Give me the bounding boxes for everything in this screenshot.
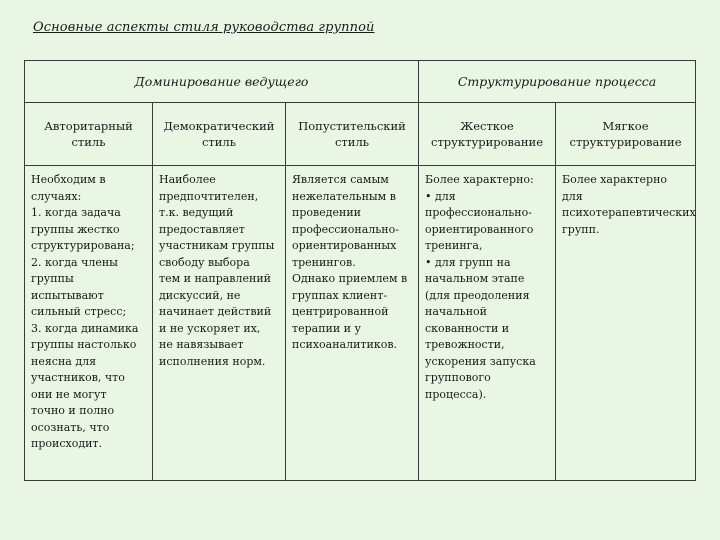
- body-row: [25, 166, 696, 481]
- column-header-label: Попустительский стиль: [298, 119, 406, 149]
- column-header-soft-structuring: [556, 103, 696, 166]
- group-header-label: Структурирование процесса: [457, 74, 657, 89]
- column-header-label: Мягкое структурирование: [569, 119, 682, 149]
- cell-text: Наиболее предпочтителен, т.к. ведущий предоставляет участникам группы свободу выбора тем и направлений дискуссий, не начинает действий и не ускоряет их, не навязывает исполнения норм.: [159, 173, 275, 368]
- column-header-row: [25, 103, 696, 166]
- group-header-structuring: [419, 61, 696, 103]
- group-header-dominance: [25, 61, 419, 103]
- leadership-style-table: [24, 60, 696, 481]
- cell-rigid-structuring: [419, 166, 556, 481]
- cell-text: Является самым нежелательным в проведении профессионально- ориентированных тренингов. Однако приемлем в группах клиент- центрированной терапии и у психоаналитиков.: [292, 173, 408, 351]
- column-header-rigid-structuring: [419, 103, 556, 166]
- cell-text: Более характерно для психотерапевтических групп.: [562, 173, 696, 236]
- cell-soft-structuring: [556, 166, 696, 481]
- group-header-row: [25, 61, 696, 103]
- cell-authoritarian: [25, 166, 153, 481]
- page-title: Основные аспекты стиля руководства группой: [33, 20, 375, 35]
- column-header-permissive: [286, 103, 419, 166]
- cell-democratic: [153, 166, 286, 481]
- column-header-label: Жесткое структурирование: [431, 119, 544, 149]
- cell-text: Необходим в случаях: 1. когда задача группы жестко структурирована; 2. когда члены группы испытывают сильный стресс; 3. когда динамика группы настолько неясна для участников, что они не могут точно и полно осознать, что происходит.: [31, 173, 139, 450]
- column-header-democratic: [153, 103, 286, 166]
- cell-text: Более характерно: • для профессионально- ориентированного тренинга, • для групп на начальном этапе (для преодоления начальной скованности и тревожности, ускорения запуска группового процесса).: [425, 173, 536, 401]
- cell-permissive: [286, 166, 419, 481]
- column-header-label: Авторитарный стиль: [44, 119, 133, 149]
- group-header-label: Доминирование ведущего: [134, 74, 309, 89]
- column-header-label: Демократический стиль: [163, 119, 275, 149]
- column-header-authoritarian: [25, 103, 153, 166]
